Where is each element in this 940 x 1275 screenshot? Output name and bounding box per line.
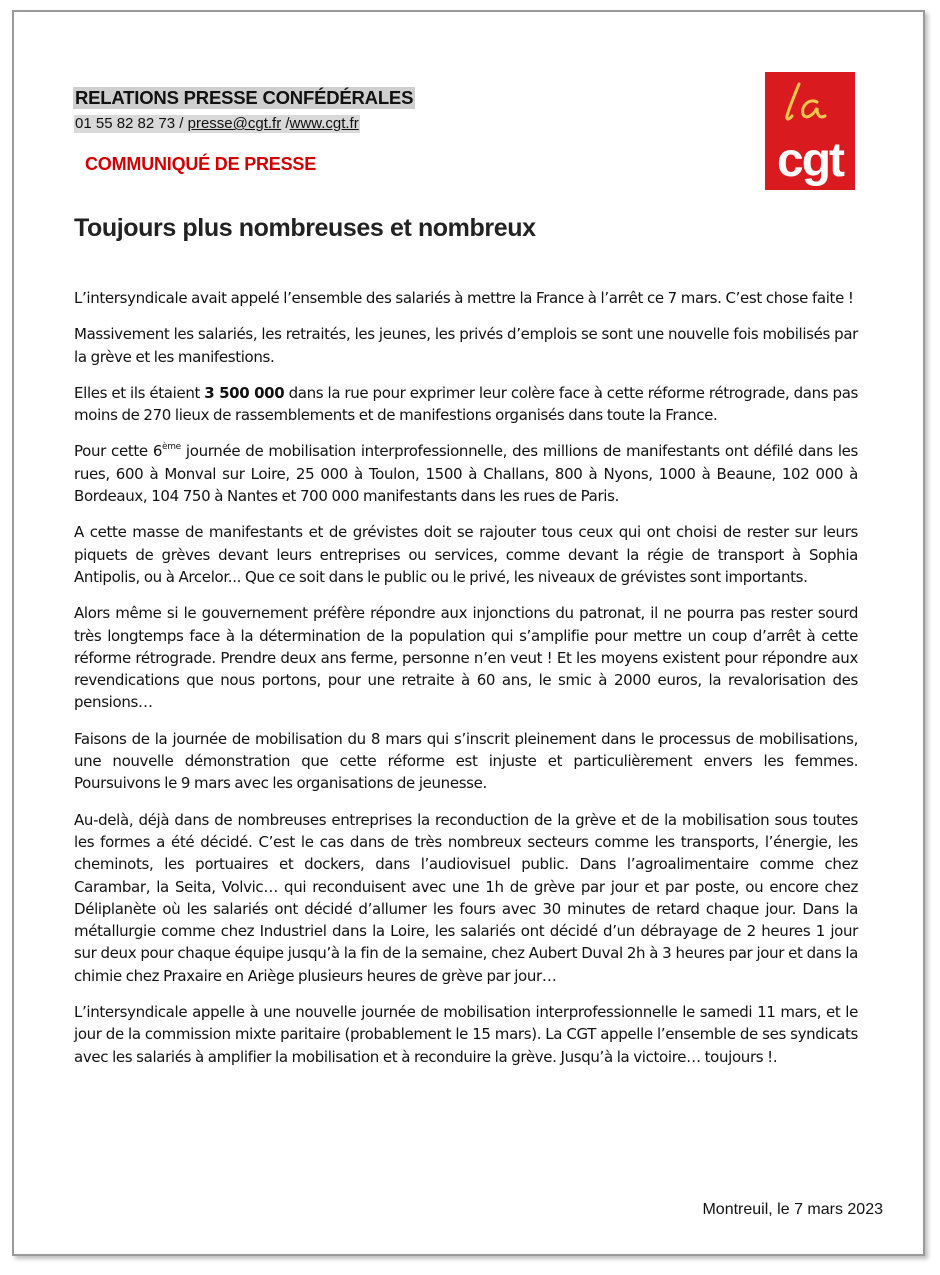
paragraph-3-lead: Elles et ils étaient	[74, 383, 205, 402]
phone-number: 01 55 82 82 73 /	[75, 115, 188, 132]
paragraph-4	[74, 440, 858, 507]
paragraph-3-rest: dans la rue pour exprimer leur colère face à cette réforme rétrograde, dans pas moins de 270 lieux de rassemblements et de manifestions organisés dans toute la France.	[74, 383, 858, 425]
press-contact	[74, 115, 360, 133]
press-release-body	[74, 287, 858, 1082]
email-link[interactable]: presse@cgt.fr	[187, 115, 282, 132]
paragraph-8: Au-delà, déjà dans de nombreuses entreprises la reconduction de la grève et de la mobilisation sous toutes les formes a été décidé. C’est le cas dans de très nombreux secteurs comme les transports, l’énergie, les cheminots, les portuaires et dockers, dans l’audiovisuel public. Dans l’agroalimentaire comme chez Carambar, la Seita, Volvic… qui reconduisent avec une 1h de grève par jour et par poste, ou encore chez Déliplanète où les salariés ont décidé d’allumer les fours avec 30 minutes de retard chaque jour. Dans la métallurgie comme chez Industriel dans la Loire, les salariés ont décidé d’un débrayage de 2 heures 1 jour sur deux pour chaque équipe jusqu’à la fin de la semaine, chez Aubert Duval 2h à 3 heures par jour et dans la chimie chez Praxaire en Ariège plusieurs heures de grève par jour…	[74, 810, 858, 985]
press-relations-title: RELATIONS PRESSE CONFÉDÉRALES	[75, 87, 414, 108]
signoff-date: Montreuil, le 7 mars 2023	[702, 1201, 883, 1218]
paragraph-4-lead: Pour cette 6	[74, 442, 163, 461]
paragraph-7: Faisons de la journée de mobilisation du 8 mars qui s’inscrit pleinement dans le processus de mobilisations, une nouvelle démonstration que cette réforme est injuste et particulièrement envers les femmes. Poursuivons le 9 mars avec les organisations de jeunesse.	[74, 729, 858, 793]
headline: Toujours plus nombreuses et nombreux	[74, 214, 536, 242]
press-release-label: COMMUNIQUÉ DE PRESSE	[85, 154, 317, 174]
cgt-logo	[765, 72, 855, 190]
logo-wordmark: cgt	[777, 134, 843, 187]
paragraph-2: Massivement les salariés, les retraités, les jeunes, les privés d’emplois se sont une nouvelle fois mobilisés par la grève et les manifestions.	[74, 325, 858, 366]
contact-separator: /	[281, 115, 290, 132]
ordinal-suffix: ème	[162, 442, 181, 453]
paragraph-5: A cette masse de manifestants et de grévistes doit se rajouter tous ceux qui ont choisi de rester sur leurs piquets de grèves devant leurs entreprises ou services, comme devant la régie de transport à Sophia Antipolis, ou à Arcelor... Que ce soit dans le public ou le privé, les niveaux de grévistes sont importants.	[74, 523, 858, 586]
paragraph-9: L’intersyndicale appelle à une nouvelle journée de mobilisation interprofessionnelle le samedi 11 mars, et le jour de la commission mixte paritaire (probablement le 15 mars). La CGT appelle l’ensemble de ses syndicats avec les salariés à amplifier la mobilisation et à reconduire la grève. Jusqu’à la victoire… toujours !.	[74, 1003, 858, 1066]
website-link[interactable]: www.cgt.fr	[289, 115, 359, 132]
paragraph-1: L’intersyndicale avait appelé l’ensemble des salariés à mettre la France à l’arrêt ce 7 mars. C’est chose faite !	[74, 289, 854, 307]
paragraph-3	[74, 382, 858, 427]
protester-count: 3 500 000	[204, 383, 285, 402]
paragraph-4-rest: journée de mobilisation interprofessionnelle, des millions de manifestants ont défilé dans les rues, 600 à Monval sur Loire, 25 000 à Toulon, 1500 à Challans, 800 à Nyons, 1000 à Beaune, 102 000 à Bordeaux, 104 750 à Nantes et 700 000 manifestants dans les rues de Paris.	[74, 442, 858, 506]
paragraph-6: Alors même si le gouvernement préfère répondre aux injonctions du patronat, il ne pourra pas rester sourd très longtemps face à la détermination de la population qui s’amplifie pour mettre un coup d’arrêt à cette réforme rétrograde. Prendre deux ans ferme, personne n’en veut ! Et les moyens existent pour répondre aux revendications que nous portons, pour une retraite à 60 ans, le smic à 2000 euros, la revalorisation des pensions…	[74, 604, 858, 712]
